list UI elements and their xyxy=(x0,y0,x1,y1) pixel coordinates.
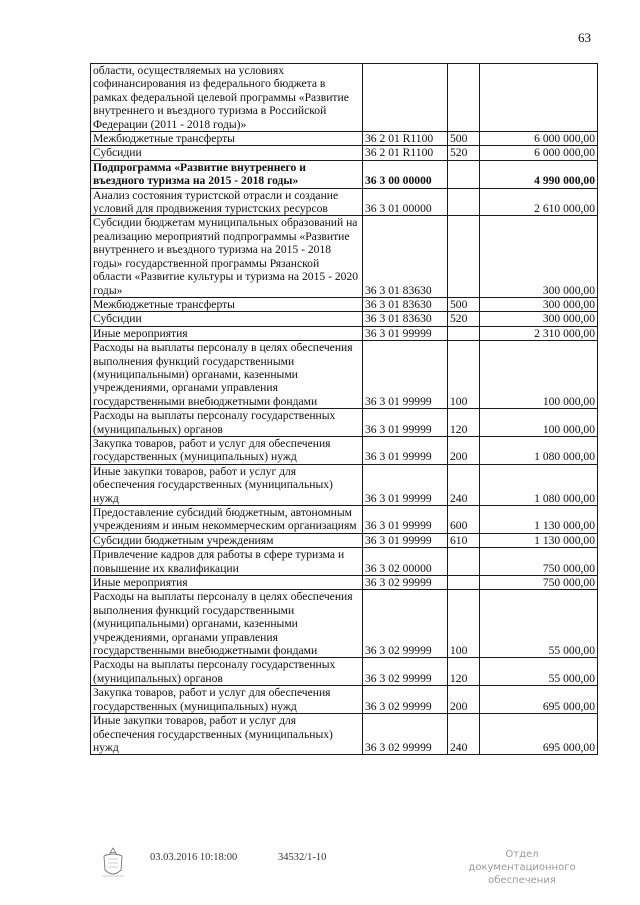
row-sum: 1 130 000,00 xyxy=(480,533,598,547)
table-row xyxy=(91,160,598,188)
table-row xyxy=(91,506,598,534)
row-sum: 2 310 000,00 xyxy=(480,326,598,340)
coat-of-arms-icon xyxy=(100,846,126,880)
row-name: Иные закупки товаров, работ и услуг для обеспечения государственных (муниципальных) нужд xyxy=(91,464,363,505)
table-row xyxy=(91,146,598,160)
table-row xyxy=(91,312,598,326)
row-expense-type xyxy=(448,216,480,297)
budget-table-body xyxy=(91,64,598,755)
table-row xyxy=(91,326,598,340)
row-expense-type: 100 xyxy=(448,590,480,658)
row-name: Привлечение кадров для работы в сфере туризма и повышение их квалификации xyxy=(91,548,363,576)
table-row xyxy=(91,64,598,132)
row-code: 36 3 01 99999 xyxy=(363,409,448,437)
row-name: Субсидии xyxy=(91,312,363,326)
row-expense-type: 100 xyxy=(448,341,480,409)
row-name: Закупка товаров, работ и услуг для обеспечения государственных (муниципальных) нужд xyxy=(91,686,363,714)
row-sum: 1 080 000,00 xyxy=(480,436,598,464)
row-expense-type: 520 xyxy=(448,312,480,326)
row-code: 36 3 02 99999 xyxy=(363,658,448,686)
row-sum: 300 000,00 xyxy=(480,312,598,326)
row-name: Расходы на выплаты персоналу государственных (муниципальных) органов xyxy=(91,409,363,437)
row-code: 36 2 01 R1100 xyxy=(363,132,448,146)
row-name: Субсидии бюджетам муниципальных образований на реализацию мероприятий подпрограммы «Развитие внутреннего и въездного туризма на 2015 - 2018 годы» государственной программы Рязанской области «Развитие культуры и туризма на 2015 - 2020 годы» xyxy=(91,216,363,297)
table-row xyxy=(91,297,598,311)
row-name: Иные мероприятия xyxy=(91,576,363,590)
row-code: 36 3 01 00000 xyxy=(363,188,448,216)
table-row xyxy=(91,132,598,146)
row-name: области, осуществляемых на условиях софинансирования из федерального бюджета в рамках федеральной целевой программы «Развитие внутреннего и въездного туризма в Российской Федерации (2011 - 2018 годы)» xyxy=(91,64,363,132)
row-sum: 100 000,00 xyxy=(480,341,598,409)
row-expense-type xyxy=(448,160,480,188)
row-sum: 2 610 000,00 xyxy=(480,188,598,216)
footer-date: 03.03.2016 10:18:00 xyxy=(150,852,238,863)
row-expense-type xyxy=(448,188,480,216)
row-sum: 300 000,00 xyxy=(480,216,598,297)
row-sum: 750 000,00 xyxy=(480,548,598,576)
row-expense-type xyxy=(448,548,480,576)
row-expense-type: 120 xyxy=(448,409,480,437)
table-row xyxy=(91,341,598,409)
row-code: 36 2 01 R1100 xyxy=(363,146,448,160)
table-row xyxy=(91,714,598,755)
row-code: 36 3 02 99999 xyxy=(363,714,448,755)
row-expense-type: 240 xyxy=(448,714,480,755)
table-row xyxy=(91,188,598,216)
footer-doc-number: 34532/1-10 xyxy=(278,852,327,863)
page-number: 63 xyxy=(578,30,591,45)
row-sum: 6 000 000,00 xyxy=(480,132,598,146)
row-expense-type: 520 xyxy=(448,146,480,160)
row-code: 36 3 01 99999 xyxy=(363,436,448,464)
row-code: 36 3 01 99999 xyxy=(363,326,448,340)
row-code: 36 3 01 83630 xyxy=(363,312,448,326)
row-code: 36 3 02 99999 xyxy=(363,576,448,590)
row-name: Анализ состояния туристской отрасли и создание условий для продвижения туристских ресурсов xyxy=(91,188,363,216)
row-sum: 100 000,00 xyxy=(480,409,598,437)
row-name: Расходы на выплаты персоналу государственных (муниципальных) органов xyxy=(91,658,363,686)
row-name: Иные закупки товаров, работ и услуг для обеспечения государственных (муниципальных) нужд xyxy=(91,714,363,755)
row-expense-type: 500 xyxy=(448,132,480,146)
row-code: 36 3 01 99999 xyxy=(363,341,448,409)
row-sum: 1 130 000,00 xyxy=(480,506,598,534)
row-sum: 6 000 000,00 xyxy=(480,146,598,160)
row-code xyxy=(363,64,448,132)
table-row xyxy=(91,533,598,547)
row-sum: 695 000,00 xyxy=(480,686,598,714)
row-code: 36 3 01 99999 xyxy=(363,464,448,505)
table-row xyxy=(91,216,598,297)
row-code: 36 3 02 99999 xyxy=(363,686,448,714)
row-expense-type: 200 xyxy=(448,686,480,714)
row-expense-type xyxy=(448,576,480,590)
row-sum xyxy=(480,64,598,132)
row-name: Субсидии бюджетным учреждениям xyxy=(91,533,363,547)
table-row xyxy=(91,409,598,437)
row-sum: 695 000,00 xyxy=(480,714,598,755)
table-row xyxy=(91,686,598,714)
row-name: Межбюджетные трансферты xyxy=(91,132,363,146)
row-name: Подпрограмма «Развитие внутреннего и въездного туризма на 2015 - 2018 годы» xyxy=(91,160,363,188)
row-name: Расходы на выплаты персоналу в целях обеспечения выполнения функций государственными (муниципальными) органами, казенными учреждениями, органами управления государственными внебюджетными фондами xyxy=(91,341,363,409)
row-code: 36 3 01 83630 xyxy=(363,297,448,311)
row-name: Расходы на выплаты персоналу в целях обеспечения выполнения функций государственными (муниципальными) органами, казенными учреждениями, органами управления государственными внебюджетными фондами xyxy=(91,590,363,658)
table-row xyxy=(91,548,598,576)
row-expense-type: 500 xyxy=(448,297,480,311)
row-expense-type: 200 xyxy=(448,436,480,464)
row-code: 36 3 00 00000 xyxy=(363,160,448,188)
row-expense-type xyxy=(448,326,480,340)
row-code: 36 3 01 99999 xyxy=(363,506,448,534)
row-expense-type: 120 xyxy=(448,658,480,686)
row-code: 36 3 02 00000 xyxy=(363,548,448,576)
table-row xyxy=(91,590,598,658)
budget-table xyxy=(90,63,598,755)
row-expense-type: 240 xyxy=(448,464,480,505)
row-code: 36 3 01 99999 xyxy=(363,533,448,547)
row-name: Субсидии xyxy=(91,146,363,160)
row-name: Предоставление субсидий бюджетным, автономным учреждениям и иным некоммерческим организациям xyxy=(91,506,363,534)
row-expense-type xyxy=(448,64,480,132)
table-row xyxy=(91,658,598,686)
row-sum: 300 000,00 xyxy=(480,297,598,311)
row-name: Иные мероприятия xyxy=(91,326,363,340)
row-name: Межбюджетные трансферты xyxy=(91,297,363,311)
row-sum: 55 000,00 xyxy=(480,590,598,658)
row-code: 36 3 01 83630 xyxy=(363,216,448,297)
table-row xyxy=(91,464,598,505)
row-name: Закупка товаров, работ и услуг для обеспечения государственных (муниципальных) нужд xyxy=(91,436,363,464)
row-code: 36 3 02 99999 xyxy=(363,590,448,658)
row-sum: 750 000,00 xyxy=(480,576,598,590)
table-row xyxy=(91,576,598,590)
row-expense-type: 610 xyxy=(448,533,480,547)
row-sum: 4 990 000,00 xyxy=(480,160,598,188)
table-row xyxy=(91,436,598,464)
row-sum: 55 000,00 xyxy=(480,658,598,686)
row-sum: 1 080 000,00 xyxy=(480,464,598,505)
footer-stamp: Отдел документационного обеспечения xyxy=(468,849,576,886)
row-expense-type: 600 xyxy=(448,506,480,534)
